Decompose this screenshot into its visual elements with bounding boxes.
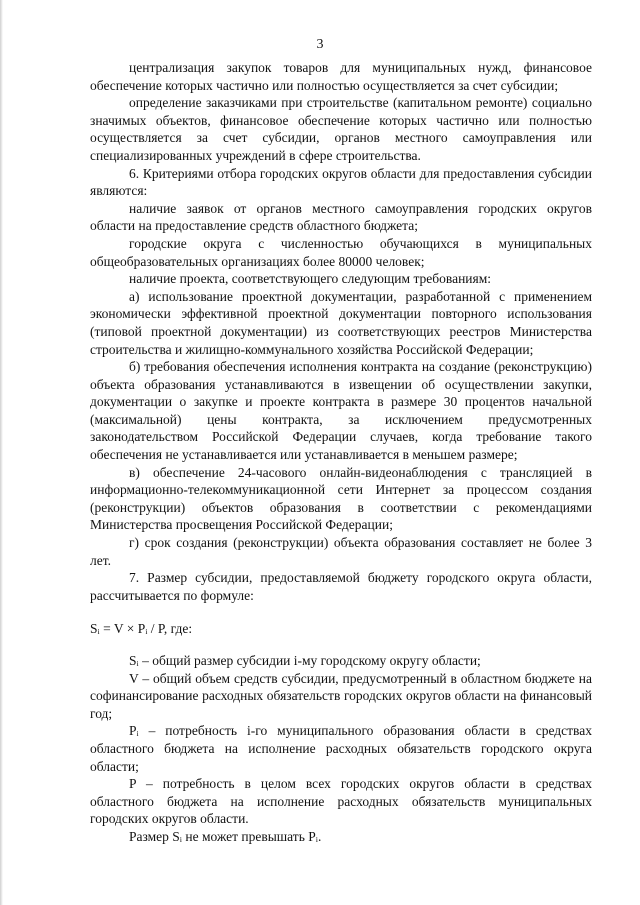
definition-v: V – общий объем средств субсидии, предусмотренный в областном бюджете на софинансирование расходных обязательств городских округов области на финансовый год; [90,670,592,721]
paragraph-centralization: централизация закупок товаров для муниципальных нужд, финансовое обеспечение которых частично или полностью осуществляется за счет субсидии; [90,60,592,93]
limit-statement: Размер Sᵢ не может превышать Pᵢ. [129,828,322,844]
paragraph-customer-definition: определение заказчиками при строительстве (капитальном ремонте) социально значимых объектов, финансовое обеспечение которых частично или полностью осуществляется за счет субсидии, органов местного самоуправления или специализированных учреждений в сфере строительства. [90,95,592,163]
paragraph-project-requirements: наличие проекта, соответствующего следующим требованиям: [129,271,492,287]
paragraph-subsidy-size: 7. Размер субсидии, предоставляемой бюджету городского округа области, рассчитывается по формуле: [90,570,592,603]
definition-pi: Pᵢ – потребность i-го муниципального образования области в средствах областного бюджета на исполнение расходных обязательств городского округа области; [90,723,592,774]
paragraph-selection-criteria: 6. Критериями отбора городских округов области для предоставления субсидии являются: [90,165,592,199]
document-body [90,59,592,846]
paragraph-requirement-c: в) обеспечение 24-часового онлайн-видеонаблюдения с трансляцией в информационно-телекоммуникационной сети Интернет за процессом создания (реконструкции) объектов образования в соответствии с рекомендациями Министерства просвещения Российской Федерации; [90,464,592,533]
definition-si: Sᵢ – общий размер субсидии i-му городскому округу области; [129,653,481,668]
paragraph-student-count: городские округа с численностью обучающихся в муниципальных общеобразовательных организациях более 80000 человек; [90,235,592,269]
definition-p: P – потребность в целом всех городских округов области в средствах областного бюджета на исполнение расходных обязательств муниципальных городских округов области. [90,776,592,827]
subsidy-formula: Sᵢ = V × Pᵢ / P, где: [90,621,193,637]
paragraph-requirement-b: б) требования обеспечения исполнения контракта на создание (реконструкцию) объекта образования устанавливаются в извещении об осуществлении закупки, документации о закупке и проекте контракта в размере 30 процентов начальной (максимальной) цены контракта, за исключением предусмотренных законодательством Российской Федерации случаев, когда требование такого обеспечения не устанавливается или устанавливается в меньшем размере; [90,359,592,463]
paragraph-applications: наличие заявок от органов местного самоуправления городских округов области на предоставление средств областного бюджета; [90,200,592,234]
scan-edge [0,0,3,905]
paragraph-requirement-d: г) срок создания (реконструкции) объекта образования составляет не более 3 лет. [90,535,592,568]
page-number: 3 [316,37,324,52]
paragraph-requirement-a: а) использование проектной документации, разработанной с применением экономически эффективной проектной документации повторного использования (типовой проектной документации) из соответствующих реестров Министерства строительства и жилищно-коммунального хозяйства Российской Федерации; [90,288,592,357]
